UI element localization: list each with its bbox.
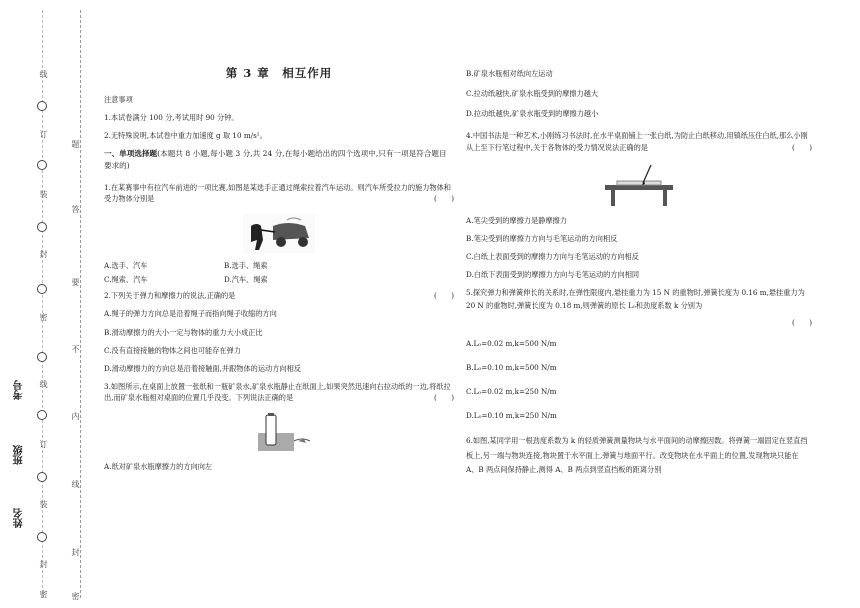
question-3	[104, 381, 454, 403]
binding-char: 装	[39, 190, 48, 198]
answer-paren: ( )	[792, 142, 812, 152]
name-label: 姓名	[14, 508, 25, 528]
binding-warning-char: 答	[71, 205, 80, 213]
option-b[interactable]: B.矿泉水瓶相对纸向左运动	[466, 69, 553, 78]
binding-warning-char: 内	[71, 412, 80, 420]
binding-char: 封	[39, 560, 48, 568]
section-heading	[104, 148, 454, 172]
page-title: 第 3 章 相互作用	[225, 66, 333, 80]
binding-char: 封	[39, 250, 48, 258]
left-column	[104, 58, 454, 479]
binding-warning-char: 要	[71, 278, 80, 286]
option-c[interactable]: C.白纸上表面受到的摩擦力方向与毛笔运动的方向相反	[466, 252, 639, 262]
option-b[interactable]: B.L₀=0.10 m,k=500 N/m	[466, 362, 557, 372]
option-a[interactable]: A.选手、汽车	[104, 260, 148, 270]
binding-hole	[37, 101, 47, 111]
binding-warning-char: 线	[71, 480, 80, 488]
option-d[interactable]: D.滑动摩擦力的方向总是沿着接触面,并跟物体的运动方向相反	[104, 363, 301, 373]
option-d[interactable]: D.白纸下表面受到的摩擦力方向与毛笔运动的方向相同	[466, 270, 640, 280]
option-c[interactable]: C.没有直接接触的物体之间也可能存在弹力	[104, 345, 241, 355]
option-d[interactable]: D.拉动纸越快,矿泉水瓶受到的摩擦力越小	[466, 109, 599, 119]
binding-warning-char: 密	[71, 592, 80, 600]
question-stem: 6.如图,某同学用一根劲度系数为 k 的轻质弹簧测量物块与水平面间的动摩擦因数。将弹簧一端固定在竖直挡板上,另一端与物块连接,物块置于水平面上,弹簧与地面平行。改变物块在水平面上的位置,发现物块只能在 A、B 两点间保持静止,测得 A、B 两点到竖直挡板的距离分别	[466, 436, 808, 475]
binding-hole	[37, 532, 47, 542]
binding-hole	[37, 352, 47, 362]
question-stem: 1.在某赛事中有拉汽车前进的一项比赛,如图是某选手正通过绳索拉着汽车运动。则汽车所受拉力的施力物体和受力物体分别是	[104, 182, 451, 203]
binding-margin	[0, 0, 92, 608]
answer-paren: ( )	[792, 317, 812, 327]
question-1-options-row	[104, 276, 454, 283]
answer-paren: ( )	[434, 393, 454, 403]
class-label: 班级	[14, 445, 25, 465]
option-b[interactable]: B.选手、绳索	[224, 260, 268, 270]
binding-line-inner	[80, 10, 81, 598]
desk-brush-image	[599, 163, 679, 207]
note-item: 2.无特殊说明,本试卷中重力加速度 g 取 10 m/s²。	[104, 130, 267, 140]
figure-bottle-paper	[104, 413, 454, 453]
answer-paren: ( )	[434, 291, 454, 301]
binding-char: 订	[39, 440, 48, 448]
binding-warning-char: 题	[71, 140, 80, 148]
binding-char: 密	[39, 590, 48, 598]
binding-char: 线	[39, 70, 48, 78]
question-1-options-row	[104, 262, 454, 269]
question-stem: 2.下列关于弹力和摩擦力的说法,正确的是	[104, 291, 236, 301]
question-6	[466, 434, 812, 477]
question-stem: 5.探究弹力和弹簧伸长的关系时,在弹性限度内,悬挂重力为 15 N 的重物时,弹簧长度为 0.16 m,悬挂重力为 20 N 的重物时,弹簧长度为 0.18 m,则弹簧的原长 L₀和劲度系数 k 分别为	[466, 288, 805, 310]
section-description: (本题共 8 小题,每小题 3 分,共 24 分,在每小题给出的四个选项中,只有一项是符合题目要求的)	[104, 148, 447, 170]
note-item: 1.本试卷满分 100 分,考试用时 90 分钟。	[104, 112, 239, 122]
student-id-label: 考号	[14, 380, 25, 400]
option-a[interactable]: A.L₀=0.02 m,k=500 N/m	[466, 338, 557, 348]
figure-desk-brush	[466, 163, 812, 207]
binding-hole	[37, 160, 47, 170]
bottle-paper-image	[244, 413, 314, 453]
answer-paren: ( )	[434, 193, 454, 203]
binding-hole	[37, 222, 47, 232]
question-1	[104, 182, 454, 204]
binding-hole	[37, 410, 47, 420]
binding-char: 订	[39, 130, 48, 138]
option-d[interactable]: D.L₀=0.10 m,k=250 N/m	[466, 411, 557, 421]
binding-hole	[37, 472, 47, 482]
question-stem: 4.中国书法是一种艺术,小刚练习书法时,在水平桌面铺上一张白纸,为防止白纸移动,用镇纸压住白纸,那么小刚从上至下行笔过程中,关于各物体的受力情况说法正确的是	[466, 131, 808, 152]
section-title: 一、单项选择题	[104, 148, 158, 158]
option-c[interactable]: C.拉动纸越快,矿泉水瓶受到的摩擦力越大	[466, 89, 599, 99]
option-c[interactable]: C.L₀=0.02 m,k=250 N/m	[466, 387, 557, 397]
option-a[interactable]: A.笔尖受到的摩擦力是静摩擦力	[466, 215, 567, 225]
option-b[interactable]: B.滑动摩擦力的大小一定与物体的重力大小成正比	[104, 327, 263, 337]
option-a[interactable]: A.纸对矿泉水瓶摩擦力的方向向左	[104, 462, 213, 472]
question-2	[104, 290, 454, 301]
binding-char: 线	[39, 380, 48, 388]
question-5-paren-row	[466, 317, 812, 328]
option-c[interactable]: C.绳索、汽车	[104, 275, 148, 285]
question-4	[466, 130, 812, 152]
question-stem: 3.如图所示,在桌面上放置一张纸和一瓶矿泉水,矿泉水瓶静止在纸面上,如果突然迅速向右拉动纸的一边,将纸拉出,而矿泉水瓶相对桌面的位置几乎没变。下列说法正确的是	[104, 382, 451, 403]
binding-line-outer	[42, 10, 43, 598]
binding-char: 装	[39, 500, 48, 508]
option-d[interactable]: D.汽车、绳索	[224, 275, 268, 285]
car-pull-image	[243, 214, 315, 254]
option-a[interactable]: A.绳子的弹力方向总是沿着绳子而指向绳子收缩的方向	[104, 309, 277, 319]
binding-warning-char: 封	[71, 548, 80, 556]
binding-hole	[37, 284, 47, 294]
notes-heading: 注意事项	[104, 94, 133, 104]
question-5	[466, 287, 812, 312]
option-b[interactable]: B.笔尖受到的摩擦力方向与毛笔运动的方向相反	[466, 233, 618, 243]
right-column	[466, 68, 812, 488]
binding-warning-char: 不	[71, 345, 80, 353]
figure-car-pull	[104, 214, 454, 254]
binding-char: 密	[39, 313, 48, 321]
